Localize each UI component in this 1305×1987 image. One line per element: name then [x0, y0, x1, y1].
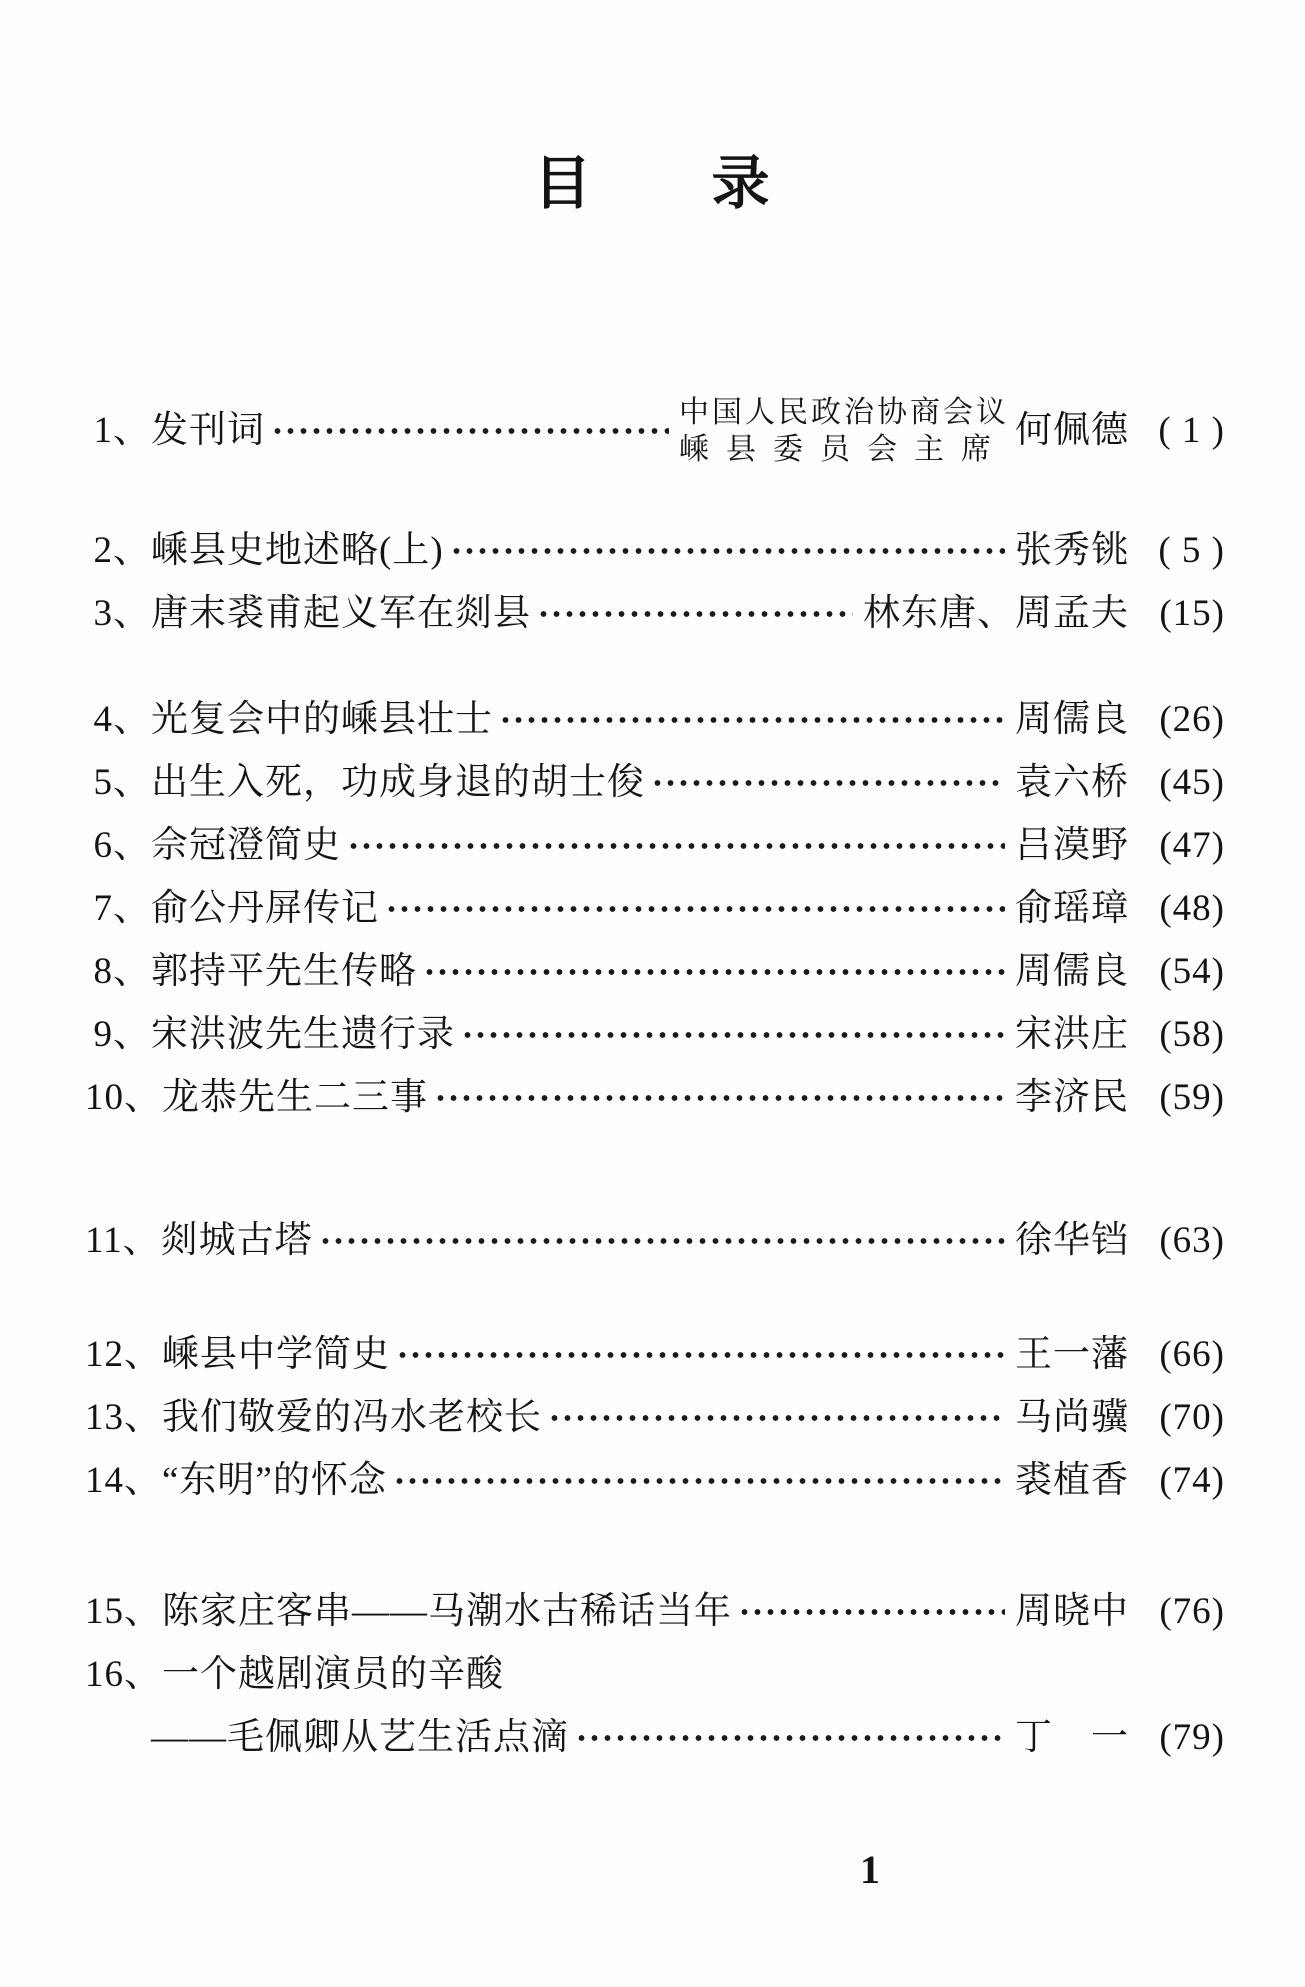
toc-entry-14 [85, 1458, 1225, 1504]
entry-title: 剡城古塔 [160, 1219, 313, 1261]
leader-dots [271, 411, 669, 451]
entry-author: 吕漠野 [1015, 824, 1129, 866]
page-number: 1 [860, 1847, 880, 1892]
page-title-char-1: 目 [533, 151, 594, 216]
toc-entry-13 [85, 1395, 1225, 1441]
leader-dots [434, 1078, 1005, 1118]
toc-entry-2 [85, 528, 1225, 574]
toc-entry-16 [85, 1652, 1225, 1698]
leader-dots [319, 1221, 1005, 1261]
entry-title: 俞公丹屏传记 [151, 887, 379, 929]
toc-entry-5 [85, 760, 1225, 806]
entry-title: 陈家庄客串——马潮水古稀话当年 [162, 1590, 732, 1632]
entry-page-number: (26) [1159, 698, 1225, 740]
leader-dots [537, 594, 853, 634]
entry-number: 8、 [93, 950, 151, 992]
entry-page-number: (54) [1159, 950, 1225, 992]
toc-entry-3 [85, 591, 1225, 637]
entry-page-number: (47) [1159, 824, 1225, 866]
toc-entry-1 [85, 394, 1225, 468]
entry-title: 龙恭先生二三事 [162, 1076, 428, 1118]
entry-page-number: (15) [1159, 592, 1225, 634]
leader-dots [575, 1718, 1005, 1758]
entry-number: 13、 [85, 1396, 162, 1438]
table-of-contents [0, 394, 1305, 1761]
entry-page-number: (59) [1159, 1076, 1225, 1118]
entry-number: 2、 [93, 529, 151, 571]
entry-author: 王一藩 [1015, 1333, 1129, 1375]
entry-page-number: (63) [1159, 1219, 1225, 1261]
entry-author: 张秀铫 [1015, 529, 1129, 571]
entry-title: 发刊词 [151, 409, 265, 451]
entry-number: 10、 [85, 1076, 162, 1118]
leader-dots [385, 889, 1005, 929]
entry-page-number: ( 1 ) [1158, 409, 1225, 451]
toc-entry-16-subtitle [85, 1715, 1225, 1761]
entry-page-number: (45) [1159, 761, 1225, 803]
entry-number: 9、 [93, 1013, 151, 1055]
entry-title: 宋洪波先生遗行录 [151, 1013, 455, 1055]
entry-number: 16、 [85, 1653, 162, 1695]
toc-entry-15 [85, 1589, 1225, 1635]
entry-page-number: (74) [1159, 1459, 1225, 1501]
entry-author: 林东唐、周孟夫 [863, 592, 1129, 634]
entry-author: 马尚骥 [1015, 1396, 1129, 1438]
entry-author: 宋洪庄 [1015, 1013, 1129, 1055]
entry-page-number: (58) [1159, 1013, 1225, 1055]
leader-dots [651, 763, 1005, 803]
entry-title: 光复会中的嵊县壮士 [151, 698, 493, 740]
entry-number: 11、 [85, 1219, 161, 1261]
entry-author: 周晓中 [1015, 1590, 1129, 1632]
entry-page-number: (48) [1159, 887, 1225, 929]
entry-title: 一个越剧演员的辛酸 [162, 1653, 504, 1695]
entry-number: 15、 [85, 1590, 162, 1632]
leader-dots [499, 700, 1005, 740]
leader-dots [393, 1461, 1005, 1501]
entry-author: 袁六桥 [1015, 761, 1129, 803]
entry-title: “东明”的怀念 [162, 1459, 387, 1501]
org-line-1: 中国人民政治协商会议 [679, 395, 1009, 429]
entry-author-org [679, 394, 1009, 468]
entry-title: 出生入死，功成身退的胡士俊 [151, 761, 645, 803]
entry-title: 唐末裘甫起义军在剡县 [151, 592, 531, 634]
entry-title: 嵊县史地述略(上) [151, 529, 444, 571]
toc-entry-8 [85, 949, 1225, 995]
toc-entry-4 [85, 697, 1225, 743]
leader-dots [347, 826, 1005, 866]
entry-number: 14、 [85, 1459, 162, 1501]
entry-author: 徐华铛 [1015, 1219, 1129, 1261]
leader-dots [738, 1592, 1005, 1632]
entry-author: 李济民 [1015, 1076, 1129, 1118]
entry-page-number: (70) [1159, 1396, 1225, 1438]
entry-page-number: (66) [1159, 1333, 1225, 1375]
leader-dots [396, 1335, 1005, 1375]
toc-entry-9 [85, 1012, 1225, 1058]
entry-author: 裘植香 [1015, 1459, 1129, 1501]
toc-entry-12 [85, 1332, 1225, 1378]
entry-number: 12、 [85, 1333, 162, 1375]
entry-author: 周儒良 [1015, 698, 1129, 740]
entry-author: 何佩德 [1015, 409, 1129, 451]
entry-author: 俞瑶璋 [1015, 887, 1129, 929]
entry-author: 丁 一 [1015, 1716, 1129, 1758]
entry-title: 我们敬爱的冯水老校长 [162, 1396, 542, 1438]
entry-page-number: ( 5 ) [1158, 529, 1225, 571]
entry-author: 周儒良 [1015, 950, 1129, 992]
page-title-char-2: 录 [711, 151, 772, 216]
leader-dots [461, 1015, 1005, 1055]
entry-number: 7、 [93, 887, 151, 929]
entry-title: 佘冠澄简史 [151, 824, 341, 866]
toc-entry-7 [85, 886, 1225, 932]
entry-number: 6、 [93, 824, 151, 866]
leader-dots [423, 952, 1005, 992]
entry-number: 3、 [93, 592, 151, 634]
leader-dots [450, 531, 1005, 571]
entry-number: 5、 [93, 761, 151, 803]
entry-title: 嵊县中学简史 [162, 1333, 390, 1375]
entry-page-number: (76) [1159, 1590, 1225, 1632]
entry-title: 郭持平先生传略 [151, 950, 417, 992]
org-line-2: 嵊县委员会主席 [679, 432, 1008, 466]
toc-entry-11 [85, 1218, 1225, 1264]
toc-entry-10 [85, 1075, 1225, 1121]
leader-dots [548, 1398, 1005, 1438]
page-title [0, 0, 1305, 216]
entry-page-number: (79) [1159, 1716, 1225, 1758]
entry-subtitle: ——毛佩卿从艺生活点滴 [151, 1716, 569, 1758]
toc-entry-6 [85, 823, 1225, 869]
entry-number: 4、 [93, 698, 151, 740]
entry-number: 1、 [93, 409, 151, 451]
